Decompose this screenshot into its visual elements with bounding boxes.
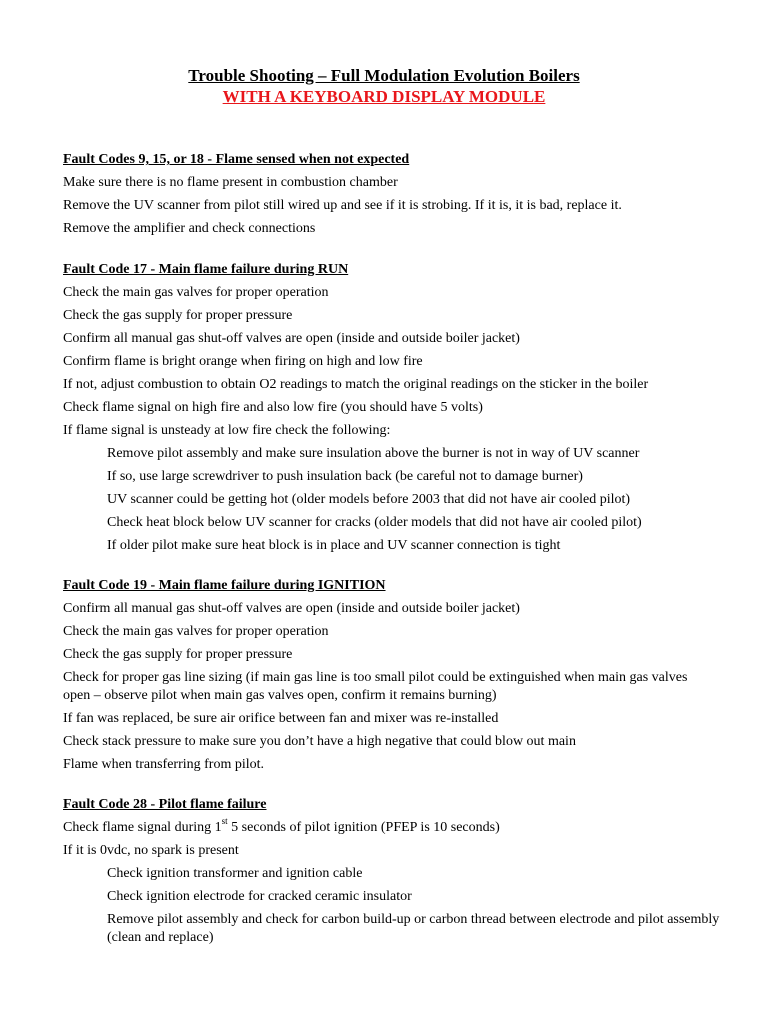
section-sub-line: Check ignition transformer and ignition cable — [107, 866, 363, 881]
section-line: If not, adjust combustion to obtain O2 readings to match the original readings on the sticker in the boiler — [63, 377, 649, 392]
section-line: Remove the amplifier and check connections — [63, 221, 316, 236]
section-line: If flame signal is unsteady at low fire check the following: — [63, 423, 391, 438]
section-sub-line: If older pilot make sure heat block is in place and UV scanner connection is tight — [107, 538, 561, 553]
section-heading-fault-17: Fault Code 17 - Main flame failure during RUN — [63, 262, 349, 277]
section-heading-fault-19: Fault Code 19 - Main flame failure during IGNITION — [63, 578, 386, 593]
section-sub-line: If so, use large screwdriver to push insulation back (be careful not to damage burner) — [107, 469, 583, 484]
section-sub-line: Remove pilot assembly and make sure insulation above the burner is not in way of UV scanner — [107, 446, 640, 461]
section-line: Make sure there is no flame present in combustion chamber — [63, 175, 398, 190]
section-heading-fault-28: Fault Code 28 - Pilot flame failure — [63, 797, 267, 812]
section-line: Confirm all manual gas shut-off valves are open (inside and outside boiler jacket) — [63, 331, 520, 346]
section-sub-line: Check ignition electrode for cracked ceramic insulator — [107, 889, 412, 904]
section-line: Remove the UV scanner from pilot still wired up and see if it is strobing. If it is, it is bad, replace it. — [63, 198, 622, 213]
section-line: Confirm flame is bright orange when firing on high and low fire — [63, 354, 423, 369]
section-line: Check the main gas valves for proper operation — [63, 285, 329, 300]
section-line: If it is 0vdc, no spark is present — [63, 843, 239, 858]
section-line: Check the gas supply for proper pressure — [63, 647, 293, 662]
section-line: Check stack pressure to make sure you don’t have a high negative that could blow out main — [63, 734, 576, 749]
section-sub-line: UV scanner could be getting hot (older models before 2003 that did not have air cooled pilot) — [107, 492, 631, 507]
superscript: st — [221, 816, 228, 827]
document-subtitle: WITH A KEYBOARD DISPLAY MODULE — [222, 87, 546, 106]
section-line: Check the gas supply for proper pressure — [63, 308, 293, 323]
document-title: Trouble Shooting – Full Modulation Evolution Boilers — [188, 66, 580, 85]
line-text: Check flame signal during 1 — [63, 820, 222, 835]
section-line: Check for proper gas line sizing (if main gas line is too small pilot could be extinguished when main gas valves open – observe pilot when main gas valves open, confirm it remains burning) — [63, 670, 688, 703]
section-sub-line: Remove pilot assembly and check for carbon build-up or carbon thread between electrode and pilot assembly (clean and replace) — [107, 912, 720, 945]
section-line: Check flame signal on high fire and also low fire (you should have 5 volts) — [63, 400, 483, 415]
section-line: Check the main gas valves for proper operation — [63, 624, 329, 639]
line-text: 5 seconds of pilot ignition (PFEP is 10 seconds) — [227, 820, 500, 835]
section-line: If fan was replaced, be sure air orifice between fan and mixer was re-installed — [63, 711, 499, 726]
section-line: Flame when transferring from pilot. — [63, 757, 265, 772]
section-line — [63, 816, 500, 837]
section-heading-fault-9-15-18: Fault Codes 9, 15, or 18 - Flame sensed when not expected — [63, 152, 410, 167]
section-line: Confirm all manual gas shut-off valves are open (inside and outside boiler jacket) — [63, 601, 520, 616]
section-sub-line: Check heat block below UV scanner for cracks (older models that did not have air cooled pilot) — [107, 515, 642, 530]
